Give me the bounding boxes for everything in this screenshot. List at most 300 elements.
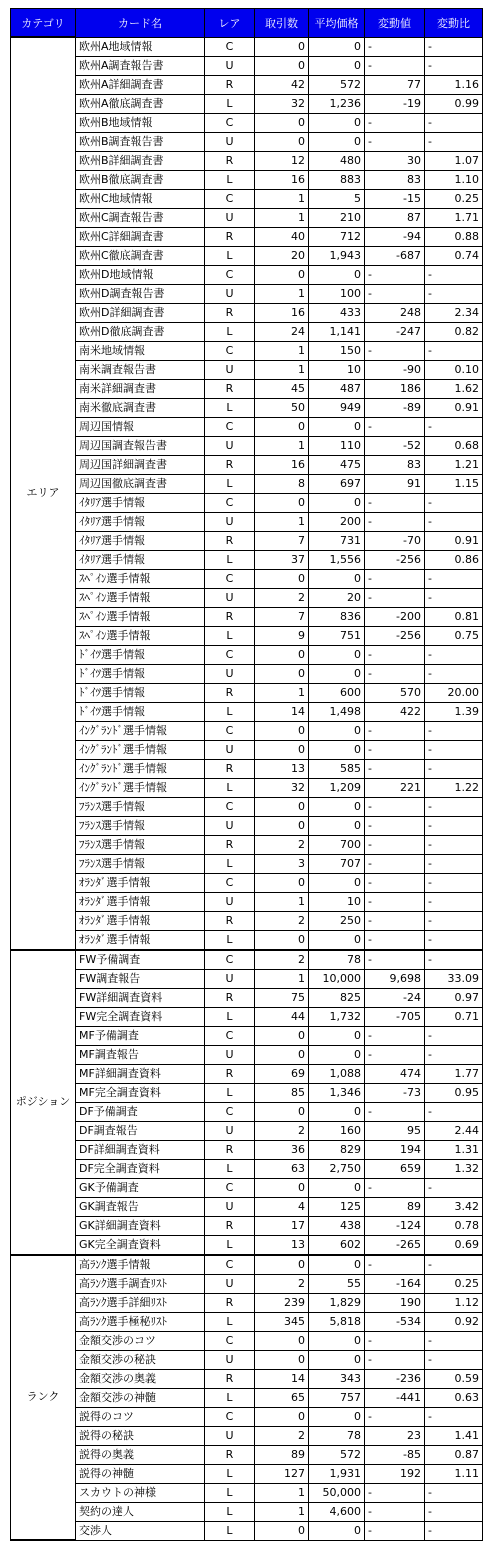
trade-count-cell: 0 xyxy=(255,873,309,892)
card-name-cell: 欧州B地域情報 xyxy=(76,113,205,132)
change-ratio-cell: - xyxy=(425,56,483,75)
trade-count-cell: 1 xyxy=(255,683,309,702)
change-ratio-cell: 0.95 xyxy=(425,1083,483,1102)
change-ratio-cell: - xyxy=(425,284,483,303)
trade-count-cell: 45 xyxy=(255,379,309,398)
change-ratio-cell: 0.59 xyxy=(425,1369,483,1388)
rarity-cell: U xyxy=(205,284,255,303)
change-value-cell: - xyxy=(365,588,425,607)
table-row xyxy=(11,151,483,170)
average-price-cell: 0 xyxy=(309,417,365,436)
change-ratio-cell: - xyxy=(425,37,483,56)
rarity-cell: L xyxy=(205,322,255,341)
table-row xyxy=(11,1159,483,1178)
table-row xyxy=(11,588,483,607)
card-name-cell: GK調査報告 xyxy=(76,1197,205,1216)
table-row xyxy=(11,1445,483,1464)
trade-count-cell: 16 xyxy=(255,303,309,322)
rarity-cell: L xyxy=(205,1388,255,1407)
trade-count-cell: 2 xyxy=(255,911,309,930)
average-price-cell: 1,209 xyxy=(309,778,365,797)
change-value-cell: 95 xyxy=(365,1121,425,1140)
change-ratio-cell: 1.77 xyxy=(425,1064,483,1083)
change-ratio-cell: 2.34 xyxy=(425,303,483,322)
rarity-cell: R xyxy=(205,1140,255,1159)
average-price-cell: 707 xyxy=(309,854,365,873)
change-value-cell: - xyxy=(365,1521,425,1540)
average-price-cell: 0 xyxy=(309,113,365,132)
average-price-cell: 600 xyxy=(309,683,365,702)
trade-count-cell: 1 xyxy=(255,341,309,360)
trade-count-cell: 0 xyxy=(255,1331,309,1350)
change-ratio-cell: - xyxy=(425,417,483,436)
card-name-cell: ﾄﾞｲﾂ選手情報 xyxy=(76,664,205,683)
average-price-cell: 1,088 xyxy=(309,1064,365,1083)
average-price-cell: 110 xyxy=(309,436,365,455)
table-row xyxy=(11,284,483,303)
change-ratio-cell: - xyxy=(425,1331,483,1350)
trade-count-cell: 0 xyxy=(255,1255,309,1275)
average-price-cell: 0 xyxy=(309,721,365,740)
change-value-cell: -94 xyxy=(365,227,425,246)
average-price-cell: 1,732 xyxy=(309,1007,365,1026)
card-name-cell: 金額交渉の神髄 xyxy=(76,1388,205,1407)
card-name-cell: 高ﾗﾝｸ選手極秘ﾘｽﾄ xyxy=(76,1312,205,1331)
table-row xyxy=(11,988,483,1007)
card-name-cell: GK予備調査 xyxy=(76,1178,205,1197)
change-ratio-cell: - xyxy=(425,873,483,892)
rarity-cell: C xyxy=(205,265,255,284)
table-row xyxy=(11,493,483,512)
table-row xyxy=(11,759,483,778)
rarity-cell: C xyxy=(205,1026,255,1045)
average-price-cell: 572 xyxy=(309,75,365,94)
change-value-cell: 83 xyxy=(365,170,425,189)
rarity-cell: U xyxy=(205,1426,255,1445)
rarity-cell: R xyxy=(205,1445,255,1464)
card-name-cell: ﾌﾗﾝｽ選手情報 xyxy=(76,854,205,873)
trade-count-cell: 14 xyxy=(255,1369,309,1388)
rarity-cell: R xyxy=(205,455,255,474)
card-name-cell: MF予備調査 xyxy=(76,1026,205,1045)
table-row xyxy=(11,1083,483,1102)
average-price-cell: 78 xyxy=(309,950,365,970)
card-name-cell: ﾄﾞｲﾂ選手情報 xyxy=(76,683,205,702)
table-row xyxy=(11,75,483,94)
rarity-cell: R xyxy=(205,303,255,322)
change-value-cell: -73 xyxy=(365,1083,425,1102)
table-row xyxy=(11,1178,483,1197)
change-value-cell: 23 xyxy=(365,1426,425,1445)
card-name-cell: MF完全調査資料 xyxy=(76,1083,205,1102)
average-price-cell: 5 xyxy=(309,189,365,208)
table-row xyxy=(11,417,483,436)
change-ratio-cell: 0.88 xyxy=(425,227,483,246)
average-price-cell: 0 xyxy=(309,569,365,588)
average-price-cell: 829 xyxy=(309,1140,365,1159)
trade-count-cell: 1 xyxy=(255,1483,309,1502)
rarity-cell: R xyxy=(205,988,255,1007)
card-name-cell: ｽﾍﾟｲﾝ選手情報 xyxy=(76,626,205,645)
category-cell: エリア xyxy=(11,37,76,950)
average-price-cell: 100 xyxy=(309,284,365,303)
table-row xyxy=(11,1502,483,1521)
table-row xyxy=(11,911,483,930)
rarity-cell: R xyxy=(205,1216,255,1235)
table-row xyxy=(11,892,483,911)
average-price-cell: 210 xyxy=(309,208,365,227)
average-price-cell: 0 xyxy=(309,797,365,816)
average-price-cell: 10 xyxy=(309,360,365,379)
change-ratio-cell: 0.92 xyxy=(425,1312,483,1331)
change-value-cell: - xyxy=(365,950,425,970)
rarity-cell: C xyxy=(205,569,255,588)
card-name-cell: 周辺国調査報告書 xyxy=(76,436,205,455)
table-row xyxy=(11,531,483,550)
rarity-cell: L xyxy=(205,1083,255,1102)
table-row xyxy=(11,132,483,151)
change-ratio-cell: 0.63 xyxy=(425,1388,483,1407)
header-rarity: レア xyxy=(205,9,255,38)
change-ratio-cell: - xyxy=(425,1350,483,1369)
average-price-cell: 0 xyxy=(309,1350,365,1369)
change-value-cell: - xyxy=(365,1045,425,1064)
change-ratio-cell: - xyxy=(425,1407,483,1426)
change-value-cell: - xyxy=(365,816,425,835)
trade-count-cell: 1 xyxy=(255,284,309,303)
trade-count-cell: 0 xyxy=(255,1407,309,1426)
average-price-cell: 10,000 xyxy=(309,969,365,988)
card-name-cell: ｵﾗﾝﾀﾞ選手情報 xyxy=(76,873,205,892)
header-trade-count: 取引数 xyxy=(255,9,309,38)
average-price-cell: 2,750 xyxy=(309,1159,365,1178)
change-ratio-cell: - xyxy=(425,797,483,816)
change-value-cell: - xyxy=(365,721,425,740)
table-row xyxy=(11,208,483,227)
average-price-cell: 0 xyxy=(309,1178,365,1197)
change-ratio-cell: 1.21 xyxy=(425,455,483,474)
rarity-cell: U xyxy=(205,1045,255,1064)
trade-count-cell: 0 xyxy=(255,1521,309,1540)
rarity-cell: U xyxy=(205,360,255,379)
change-value-cell: - xyxy=(365,113,425,132)
rarity-cell: R xyxy=(205,759,255,778)
change-value-cell: - xyxy=(365,132,425,151)
card-name-cell: DF予備調査 xyxy=(76,1102,205,1121)
rarity-cell: R xyxy=(205,227,255,246)
change-value-cell: - xyxy=(365,493,425,512)
header-change-value: 変動値 xyxy=(365,9,425,38)
trade-count-cell: 239 xyxy=(255,1293,309,1312)
trade-count-cell: 36 xyxy=(255,1140,309,1159)
change-ratio-cell: - xyxy=(425,835,483,854)
table-row xyxy=(11,474,483,493)
trade-count-cell: 40 xyxy=(255,227,309,246)
trade-count-cell: 75 xyxy=(255,988,309,1007)
average-price-cell: 0 xyxy=(309,740,365,759)
average-price-cell: 836 xyxy=(309,607,365,626)
table-row xyxy=(11,854,483,873)
average-price-cell: 0 xyxy=(309,930,365,950)
trade-count-cell: 9 xyxy=(255,626,309,645)
average-price-cell: 0 xyxy=(309,664,365,683)
change-value-cell: - xyxy=(365,569,425,588)
average-price-cell: 0 xyxy=(309,1045,365,1064)
card-name-cell: ｽﾍﾟｲﾝ選手情報 xyxy=(76,569,205,588)
change-ratio-cell: 1.15 xyxy=(425,474,483,493)
trade-count-cell: 0 xyxy=(255,1102,309,1121)
average-price-cell: 700 xyxy=(309,835,365,854)
change-ratio-cell: 1.16 xyxy=(425,75,483,94)
change-value-cell: -534 xyxy=(365,1312,425,1331)
change-ratio-cell: - xyxy=(425,1521,483,1540)
change-ratio-cell: - xyxy=(425,1045,483,1064)
card-name-cell: 南米詳細調査書 xyxy=(76,379,205,398)
change-ratio-cell: 1.22 xyxy=(425,778,483,797)
table-row xyxy=(11,1007,483,1026)
change-value-cell: 570 xyxy=(365,683,425,702)
change-value-cell: - xyxy=(365,1331,425,1350)
card-name-cell: 欧州D詳細調査書 xyxy=(76,303,205,322)
card-name-cell: DF調査報告 xyxy=(76,1121,205,1140)
table-row xyxy=(11,113,483,132)
average-price-cell: 4,600 xyxy=(309,1502,365,1521)
change-ratio-cell: 0.97 xyxy=(425,988,483,1007)
rarity-cell: C xyxy=(205,341,255,360)
trade-count-cell: 7 xyxy=(255,607,309,626)
change-ratio-cell: 1.10 xyxy=(425,170,483,189)
rarity-cell: U xyxy=(205,208,255,227)
change-value-cell: 91 xyxy=(365,474,425,493)
table-row xyxy=(11,1121,483,1140)
trade-count-cell: 0 xyxy=(255,797,309,816)
table-row xyxy=(11,1350,483,1369)
change-value-cell: - xyxy=(365,1483,425,1502)
rarity-cell: U xyxy=(205,1274,255,1293)
card-name-cell: スカウトの神様 xyxy=(76,1483,205,1502)
average-price-cell: 475 xyxy=(309,455,365,474)
rarity-cell: U xyxy=(205,1197,255,1216)
rarity-cell: C xyxy=(205,645,255,664)
change-ratio-cell: - xyxy=(425,569,483,588)
average-price-cell: 250 xyxy=(309,911,365,930)
rarity-cell: L xyxy=(205,246,255,265)
change-ratio-cell: - xyxy=(425,645,483,664)
rarity-cell: C xyxy=(205,1102,255,1121)
average-price-cell: 1,556 xyxy=(309,550,365,569)
change-value-cell: - xyxy=(365,341,425,360)
average-price-cell: 825 xyxy=(309,988,365,1007)
average-price-cell: 200 xyxy=(309,512,365,531)
rarity-cell: R xyxy=(205,607,255,626)
card-name-cell: 欧州D調査報告書 xyxy=(76,284,205,303)
rarity-cell: U xyxy=(205,1121,255,1140)
change-value-cell: -90 xyxy=(365,360,425,379)
table-row xyxy=(11,1026,483,1045)
change-ratio-cell: 1.32 xyxy=(425,1159,483,1178)
table-row xyxy=(11,1235,483,1255)
change-ratio-cell: 0.91 xyxy=(425,398,483,417)
rarity-cell: C xyxy=(205,950,255,970)
table-row xyxy=(11,1464,483,1483)
average-price-cell: 480 xyxy=(309,151,365,170)
table-row xyxy=(11,1369,483,1388)
rarity-cell: R xyxy=(205,1293,255,1312)
average-price-cell: 602 xyxy=(309,1235,365,1255)
card-name-cell: 欧州D地域情報 xyxy=(76,265,205,284)
trade-count-cell: 0 xyxy=(255,1350,309,1369)
table-row xyxy=(11,1255,483,1275)
trade-count-cell: 13 xyxy=(255,759,309,778)
card-name-cell: 欧州B詳細調査書 xyxy=(76,151,205,170)
change-value-cell: 422 xyxy=(365,702,425,721)
average-price-cell: 20 xyxy=(309,588,365,607)
table-row xyxy=(11,1521,483,1540)
table-row xyxy=(11,170,483,189)
average-price-cell: 0 xyxy=(309,1407,365,1426)
table-row xyxy=(11,379,483,398)
change-value-cell: - xyxy=(365,1502,425,1521)
table-row xyxy=(11,1293,483,1312)
average-price-cell: 757 xyxy=(309,1388,365,1407)
trade-count-cell: 0 xyxy=(255,569,309,588)
table-row xyxy=(11,1197,483,1216)
table-row xyxy=(11,94,483,113)
table-row xyxy=(11,1102,483,1121)
rarity-cell: L xyxy=(205,626,255,645)
trade-count-cell: 2 xyxy=(255,950,309,970)
change-ratio-cell: 0.25 xyxy=(425,189,483,208)
change-value-cell: - xyxy=(365,1102,425,1121)
trade-count-cell: 32 xyxy=(255,94,309,113)
rarity-cell: L xyxy=(205,398,255,417)
change-value-cell: 77 xyxy=(365,75,425,94)
average-price-cell: 0 xyxy=(309,873,365,892)
average-price-cell: 0 xyxy=(309,1255,365,1275)
trade-count-cell: 2 xyxy=(255,1274,309,1293)
table-row xyxy=(11,265,483,284)
table-row xyxy=(11,1426,483,1445)
rarity-cell: C xyxy=(205,113,255,132)
trade-count-cell: 7 xyxy=(255,531,309,550)
trade-count-cell: 12 xyxy=(255,151,309,170)
card-name-cell: ﾌﾗﾝｽ選手情報 xyxy=(76,816,205,835)
trade-count-cell: 32 xyxy=(255,778,309,797)
change-ratio-cell: 1.31 xyxy=(425,1140,483,1159)
average-price-cell: 0 xyxy=(309,1521,365,1540)
change-ratio-cell: 0.99 xyxy=(425,94,483,113)
table-row xyxy=(11,816,483,835)
card-name-cell: DF詳細調査資料 xyxy=(76,1140,205,1159)
card-name-cell: 欧州C調査報告書 xyxy=(76,208,205,227)
change-ratio-cell: 1.71 xyxy=(425,208,483,227)
average-price-cell: 78 xyxy=(309,1426,365,1445)
rarity-cell: R xyxy=(205,1369,255,1388)
change-ratio-cell: 0.86 xyxy=(425,550,483,569)
table-row xyxy=(11,1388,483,1407)
trade-count-cell: 16 xyxy=(255,170,309,189)
change-value-cell: 190 xyxy=(365,1293,425,1312)
change-ratio-cell: - xyxy=(425,911,483,930)
change-ratio-cell: 2.44 xyxy=(425,1121,483,1140)
card-name-cell: 欧州C詳細調査書 xyxy=(76,227,205,246)
table-row xyxy=(11,246,483,265)
trade-count-cell: 1 xyxy=(255,1502,309,1521)
rarity-cell: L xyxy=(205,170,255,189)
trade-count-cell: 1 xyxy=(255,512,309,531)
trade-count-cell: 2 xyxy=(255,1426,309,1445)
average-price-cell: 1,829 xyxy=(309,1293,365,1312)
trade-count-cell: 14 xyxy=(255,702,309,721)
table-row xyxy=(11,56,483,75)
rarity-cell: R xyxy=(205,531,255,550)
table-row xyxy=(11,1274,483,1293)
category-cell: ランク xyxy=(11,1255,76,1541)
table-row xyxy=(11,664,483,683)
rarity-cell: C xyxy=(205,1178,255,1197)
table-row xyxy=(11,341,483,360)
change-ratio-cell: 0.91 xyxy=(425,531,483,550)
rarity-cell: C xyxy=(205,1331,255,1350)
card-name-cell: ｲﾝｸﾞﾗﾝﾄﾞ選手情報 xyxy=(76,778,205,797)
card-name-cell: ﾄﾞｲﾂ選手情報 xyxy=(76,645,205,664)
change-value-cell: - xyxy=(365,512,425,531)
table-row xyxy=(11,607,483,626)
card-name-cell: FW詳細調査資料 xyxy=(76,988,205,1007)
change-ratio-cell: - xyxy=(425,740,483,759)
average-price-cell: 1,346 xyxy=(309,1083,365,1102)
card-name-cell: ｲﾝｸﾞﾗﾝﾄﾞ選手情報 xyxy=(76,759,205,778)
card-name-cell: 南米調査報告書 xyxy=(76,360,205,379)
change-value-cell: - xyxy=(365,873,425,892)
trade-count-cell: 0 xyxy=(255,740,309,759)
table-body xyxy=(11,37,483,1540)
card-name-cell: ｲﾀﾘｱ選手情報 xyxy=(76,550,205,569)
rarity-cell: R xyxy=(205,151,255,170)
change-ratio-cell: 0.87 xyxy=(425,1445,483,1464)
change-value-cell: 87 xyxy=(365,208,425,227)
average-price-cell: 0 xyxy=(309,816,365,835)
rarity-cell: L xyxy=(205,474,255,493)
rarity-cell: C xyxy=(205,721,255,740)
card-name-cell: 欧州C地域情報 xyxy=(76,189,205,208)
trade-count-cell: 0 xyxy=(255,113,309,132)
average-price-cell: 731 xyxy=(309,531,365,550)
change-ratio-cell: - xyxy=(425,664,483,683)
change-value-cell: -247 xyxy=(365,322,425,341)
change-value-cell: - xyxy=(365,740,425,759)
card-name-cell: 交渉人 xyxy=(76,1521,205,1540)
card-name-cell: ｲﾝｸﾞﾗﾝﾄﾞ選手情報 xyxy=(76,721,205,740)
rarity-cell: L xyxy=(205,1235,255,1255)
trade-count-cell: 44 xyxy=(255,1007,309,1026)
change-ratio-cell: 1.39 xyxy=(425,702,483,721)
trade-count-cell: 42 xyxy=(255,75,309,94)
card-name-cell: 欧州B徹底調査書 xyxy=(76,170,205,189)
trade-count-cell: 0 xyxy=(255,816,309,835)
change-value-cell: -24 xyxy=(365,988,425,1007)
card-name-cell: 欧州A詳細調査書 xyxy=(76,75,205,94)
card-name-cell: 欧州A調査報告書 xyxy=(76,56,205,75)
change-value-cell: -705 xyxy=(365,1007,425,1026)
average-price-cell: 0 xyxy=(309,56,365,75)
average-price-cell: 0 xyxy=(309,132,365,151)
rarity-cell: U xyxy=(205,512,255,531)
rarity-cell: L xyxy=(205,1483,255,1502)
change-value-cell: - xyxy=(365,835,425,854)
rarity-cell: U xyxy=(205,816,255,835)
trade-count-cell: 3 xyxy=(255,854,309,873)
